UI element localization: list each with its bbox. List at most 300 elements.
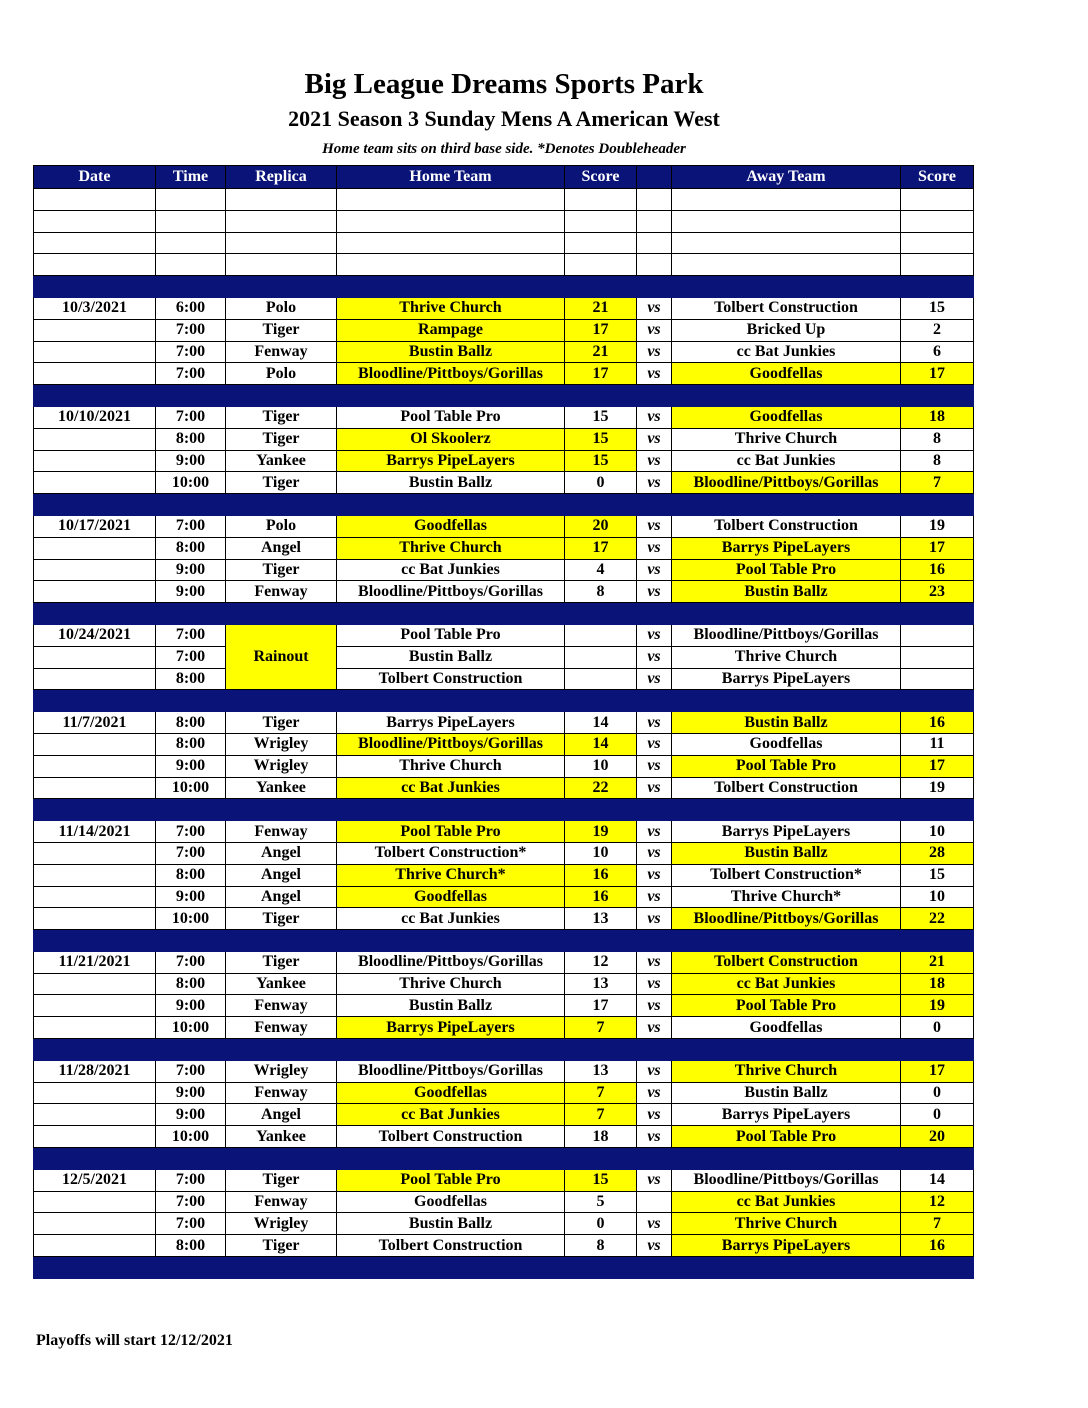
vs-label: vs bbox=[637, 1104, 672, 1126]
game-date: 12/5/2021 bbox=[34, 1169, 156, 1191]
home-score: 10 bbox=[565, 842, 637, 864]
away-team: Tolbert Construction bbox=[672, 777, 901, 799]
game-row bbox=[34, 1017, 974, 1039]
away-team: cc Bat Junkies bbox=[672, 973, 901, 995]
separator-cell bbox=[337, 799, 565, 821]
separator-cell bbox=[156, 276, 226, 298]
game-time: 10:00 bbox=[156, 472, 226, 494]
week-separator-row bbox=[34, 276, 974, 298]
week-separator-row bbox=[34, 690, 974, 712]
blank-cell bbox=[565, 210, 637, 232]
game-time: 9:00 bbox=[156, 755, 226, 777]
separator-cell bbox=[156, 1039, 226, 1061]
separator-cell bbox=[34, 1039, 156, 1061]
vs-label: vs bbox=[637, 297, 672, 319]
separator-cell bbox=[337, 385, 565, 407]
home-team: Tolbert Construction bbox=[337, 1126, 565, 1148]
game-replica-field: Yankee bbox=[226, 1126, 337, 1148]
blank-cell bbox=[226, 189, 337, 211]
separator-cell bbox=[226, 1039, 337, 1061]
game-replica-field: Polo bbox=[226, 515, 337, 537]
away-score: 20 bbox=[901, 1126, 974, 1148]
game-row bbox=[34, 1126, 974, 1148]
game-replica-field: Polo bbox=[226, 363, 337, 385]
blank-row bbox=[34, 210, 974, 232]
game-time: 7:00 bbox=[156, 646, 226, 668]
away-score: 23 bbox=[901, 581, 974, 603]
game-replica-field: Fenway bbox=[226, 995, 337, 1017]
game-date bbox=[34, 995, 156, 1017]
separator-cell bbox=[901, 494, 974, 516]
home-score: 15 bbox=[565, 406, 637, 428]
game-row bbox=[34, 1213, 974, 1235]
separator-cell bbox=[637, 930, 672, 952]
away-team: cc Bat Junkies bbox=[672, 341, 901, 363]
week-separator-row bbox=[34, 385, 974, 407]
game-replica-field: Fenway bbox=[226, 1017, 337, 1039]
home-team: Goodfellas bbox=[337, 1082, 565, 1104]
game-date bbox=[34, 1235, 156, 1257]
game-time: 8:00 bbox=[156, 428, 226, 450]
away-score: 7 bbox=[901, 472, 974, 494]
separator-cell bbox=[156, 930, 226, 952]
game-row bbox=[34, 668, 974, 690]
away-team: cc Bat Junkies bbox=[672, 1191, 901, 1213]
game-row bbox=[34, 624, 974, 646]
away-score: 0 bbox=[901, 1017, 974, 1039]
away-score: 22 bbox=[901, 908, 974, 930]
game-date: 10/24/2021 bbox=[34, 624, 156, 646]
home-team: Bloodline/Pittboys/Gorillas bbox=[337, 363, 565, 385]
blank-row bbox=[34, 232, 974, 254]
blank-cell bbox=[337, 189, 565, 211]
home-team: Barrys PipeLayers bbox=[337, 1017, 565, 1039]
game-row bbox=[34, 908, 974, 930]
season-subtitle: 2021 Season 3 Sunday Mens A American West bbox=[288, 106, 720, 131]
game-date bbox=[34, 733, 156, 755]
game-replica-field: Angel bbox=[226, 537, 337, 559]
home-score: 7 bbox=[565, 1104, 637, 1126]
away-score: 6 bbox=[901, 341, 974, 363]
away-team: Tolbert Construction bbox=[672, 951, 901, 973]
separator-cell bbox=[226, 494, 337, 516]
away-team: Bricked Up bbox=[672, 319, 901, 341]
game-row bbox=[34, 951, 974, 973]
blank-cell bbox=[34, 210, 156, 232]
home-score bbox=[565, 646, 637, 668]
game-time: 7:00 bbox=[156, 363, 226, 385]
away-score bbox=[901, 646, 974, 668]
game-time: 9:00 bbox=[156, 995, 226, 1017]
vs-label: vs bbox=[637, 581, 672, 603]
away-team: Pool Table Pro bbox=[672, 995, 901, 1017]
vs-label: vs bbox=[637, 668, 672, 690]
separator-cell bbox=[156, 385, 226, 407]
blank-cell bbox=[337, 232, 565, 254]
game-date: 11/28/2021 bbox=[34, 1060, 156, 1082]
game-date bbox=[34, 537, 156, 559]
away-team: Pool Table Pro bbox=[672, 755, 901, 777]
game-date bbox=[34, 1017, 156, 1039]
separator-cell bbox=[226, 1257, 337, 1279]
game-time: 9:00 bbox=[156, 1082, 226, 1104]
home-score: 15 bbox=[565, 428, 637, 450]
game-date bbox=[34, 559, 156, 581]
home-score: 21 bbox=[565, 341, 637, 363]
vs-label: vs bbox=[637, 755, 672, 777]
game-time: 9:00 bbox=[156, 450, 226, 472]
home-score: 0 bbox=[565, 1213, 637, 1235]
game-row bbox=[34, 842, 974, 864]
game-replica-field: Angel bbox=[226, 886, 337, 908]
away-team: Goodfellas bbox=[672, 363, 901, 385]
game-replica-field: Fenway bbox=[226, 1191, 337, 1213]
game-replica-field: Tiger bbox=[226, 472, 337, 494]
away-score: 7 bbox=[901, 1213, 974, 1235]
separator-cell bbox=[156, 603, 226, 625]
separator-cell bbox=[901, 1257, 974, 1279]
game-row bbox=[34, 515, 974, 537]
home-score bbox=[565, 624, 637, 646]
separator-cell bbox=[34, 385, 156, 407]
away-score: 10 bbox=[901, 886, 974, 908]
away-score: 18 bbox=[901, 406, 974, 428]
home-score: 20 bbox=[565, 515, 637, 537]
home-score: 18 bbox=[565, 1126, 637, 1148]
away-team: Bustin Ballz bbox=[672, 712, 901, 734]
separator-cell bbox=[34, 930, 156, 952]
home-team: Tolbert Construction bbox=[337, 668, 565, 690]
home-team: Bloodline/Pittboys/Gorillas bbox=[337, 951, 565, 973]
game-date bbox=[34, 842, 156, 864]
game-row bbox=[34, 1191, 974, 1213]
game-row bbox=[34, 1104, 974, 1126]
game-time: 8:00 bbox=[156, 733, 226, 755]
home-score: 13 bbox=[565, 1060, 637, 1082]
separator-cell bbox=[34, 1257, 156, 1279]
vs-label: vs bbox=[637, 406, 672, 428]
away-score: 0 bbox=[901, 1104, 974, 1126]
playoffs-note: Playoffs will start 12/12/2021 bbox=[36, 1332, 233, 1349]
blank-cell bbox=[565, 254, 637, 276]
game-time: 7:00 bbox=[156, 1213, 226, 1235]
away-team: Goodfellas bbox=[672, 1017, 901, 1039]
game-row bbox=[34, 1235, 974, 1257]
separator-cell bbox=[226, 799, 337, 821]
vs-label: vs bbox=[637, 363, 672, 385]
separator-cell bbox=[901, 603, 974, 625]
blank-cell bbox=[565, 232, 637, 254]
game-row bbox=[34, 428, 974, 450]
week-separator-row bbox=[34, 603, 974, 625]
game-row bbox=[34, 319, 974, 341]
game-row bbox=[34, 559, 974, 581]
home-team: Tolbert Construction* bbox=[337, 842, 565, 864]
away-team: Barrys PipeLayers bbox=[672, 821, 901, 843]
vs-label: vs bbox=[637, 712, 672, 734]
game-row bbox=[34, 581, 974, 603]
home-score: 5 bbox=[565, 1191, 637, 1213]
game-time: 10:00 bbox=[156, 908, 226, 930]
home-team: Barrys PipeLayers bbox=[337, 712, 565, 734]
game-row bbox=[34, 864, 974, 886]
blank-cell bbox=[226, 254, 337, 276]
separator-cell bbox=[565, 1148, 637, 1170]
col-header-time: Time bbox=[156, 166, 226, 189]
vs-label: vs bbox=[637, 864, 672, 886]
game-date bbox=[34, 908, 156, 930]
separator-cell bbox=[34, 494, 156, 516]
separator-cell bbox=[156, 799, 226, 821]
game-row bbox=[34, 777, 974, 799]
home-score: 15 bbox=[565, 1169, 637, 1191]
blank-cell bbox=[226, 232, 337, 254]
home-score: 13 bbox=[565, 973, 637, 995]
separator-cell bbox=[565, 385, 637, 407]
game-replica-field: Wrigley bbox=[226, 733, 337, 755]
game-date: 11/21/2021 bbox=[34, 951, 156, 973]
home-score: 17 bbox=[565, 363, 637, 385]
separator-cell bbox=[672, 385, 901, 407]
separator-cell bbox=[672, 603, 901, 625]
home-score: 17 bbox=[565, 537, 637, 559]
blank-cell bbox=[672, 254, 901, 276]
home-team: Bustin Ballz bbox=[337, 995, 565, 1017]
game-row bbox=[34, 297, 974, 319]
away-score: 17 bbox=[901, 363, 974, 385]
game-replica-field: Angel bbox=[226, 842, 337, 864]
separator-cell bbox=[337, 1039, 565, 1061]
game-time: 9:00 bbox=[156, 559, 226, 581]
game-time: 10:00 bbox=[156, 1126, 226, 1148]
game-replica-field: Angel bbox=[226, 864, 337, 886]
home-team: Goodfellas bbox=[337, 515, 565, 537]
home-team: Bustin Ballz bbox=[337, 646, 565, 668]
vs-label: vs bbox=[637, 319, 672, 341]
game-date bbox=[34, 1191, 156, 1213]
game-time: 8:00 bbox=[156, 864, 226, 886]
col-header-replica: Replica bbox=[226, 166, 337, 189]
away-team: Bustin Ballz bbox=[672, 842, 901, 864]
game-time: 8:00 bbox=[156, 712, 226, 734]
home-team: Pool Table Pro bbox=[337, 821, 565, 843]
separator-cell bbox=[156, 494, 226, 516]
game-date bbox=[34, 1082, 156, 1104]
away-score: 16 bbox=[901, 559, 974, 581]
game-time: 7:00 bbox=[156, 1169, 226, 1191]
blank-cell bbox=[637, 254, 672, 276]
game-replica-field: Wrigley bbox=[226, 1213, 337, 1235]
blank-cell bbox=[637, 232, 672, 254]
home-team: Thrive Church bbox=[337, 755, 565, 777]
game-row bbox=[34, 712, 974, 734]
separator-cell bbox=[672, 1148, 901, 1170]
game-time: 7:00 bbox=[156, 341, 226, 363]
game-replica-field: Yankee bbox=[226, 777, 337, 799]
home-score: 17 bbox=[565, 319, 637, 341]
blank-cell bbox=[672, 210, 901, 232]
home-team: Pool Table Pro bbox=[337, 406, 565, 428]
home-team: Bloodline/Pittboys/Gorillas bbox=[337, 733, 565, 755]
away-team: Thrive Church* bbox=[672, 886, 901, 908]
separator-cell bbox=[637, 385, 672, 407]
home-team: cc Bat Junkies bbox=[337, 777, 565, 799]
away-team: Thrive Church bbox=[672, 1213, 901, 1235]
game-row bbox=[34, 733, 974, 755]
home-team: Rampage bbox=[337, 319, 565, 341]
away-score: 16 bbox=[901, 1235, 974, 1257]
blank-cell bbox=[672, 232, 901, 254]
away-score: 19 bbox=[901, 515, 974, 537]
vs-label: vs bbox=[637, 886, 672, 908]
blank-cell bbox=[901, 254, 974, 276]
vs-label: vs bbox=[637, 908, 672, 930]
game-row bbox=[34, 341, 974, 363]
away-score: 11 bbox=[901, 733, 974, 755]
away-team: Tolbert Construction* bbox=[672, 864, 901, 886]
game-row bbox=[34, 363, 974, 385]
game-date bbox=[34, 1104, 156, 1126]
week-separator-row bbox=[34, 930, 974, 952]
away-score: 21 bbox=[901, 951, 974, 973]
home-score: 0 bbox=[565, 472, 637, 494]
away-team: Thrive Church bbox=[672, 646, 901, 668]
separator-cell bbox=[565, 690, 637, 712]
home-team: Goodfellas bbox=[337, 886, 565, 908]
separator-cell bbox=[672, 1039, 901, 1061]
game-replica-field: Tiger bbox=[226, 559, 337, 581]
separator-cell bbox=[34, 690, 156, 712]
game-row bbox=[34, 450, 974, 472]
game-time: 7:00 bbox=[156, 821, 226, 843]
separator-cell bbox=[337, 276, 565, 298]
game-time: 6:00 bbox=[156, 297, 226, 319]
away-score: 8 bbox=[901, 428, 974, 450]
game-replica-field: Tiger bbox=[226, 1169, 337, 1191]
separator-cell bbox=[901, 690, 974, 712]
vs-label: vs bbox=[637, 646, 672, 668]
game-time: 8:00 bbox=[156, 537, 226, 559]
home-team: Thrive Church bbox=[337, 973, 565, 995]
away-team: Bustin Ballz bbox=[672, 1082, 901, 1104]
separator-cell bbox=[156, 1148, 226, 1170]
game-date: 10/10/2021 bbox=[34, 406, 156, 428]
separator-cell bbox=[565, 494, 637, 516]
game-time: 9:00 bbox=[156, 886, 226, 908]
game-date bbox=[34, 1213, 156, 1235]
away-team: Goodfellas bbox=[672, 406, 901, 428]
away-score: 8 bbox=[901, 450, 974, 472]
separator-cell bbox=[226, 385, 337, 407]
vs-label: vs bbox=[637, 537, 672, 559]
blank-cell bbox=[34, 232, 156, 254]
home-team: Ol Skoolerz bbox=[337, 428, 565, 450]
game-date bbox=[34, 341, 156, 363]
vs-label: vs bbox=[637, 341, 672, 363]
home-score: 14 bbox=[565, 712, 637, 734]
game-replica-field: Wrigley bbox=[226, 1060, 337, 1082]
home-team: Pool Table Pro bbox=[337, 624, 565, 646]
game-date bbox=[34, 755, 156, 777]
home-team: Bloodline/Pittboys/Gorillas bbox=[337, 581, 565, 603]
vs-label: vs bbox=[637, 1060, 672, 1082]
away-score: 19 bbox=[901, 777, 974, 799]
game-date bbox=[34, 581, 156, 603]
game-date bbox=[34, 973, 156, 995]
vs-label: vs bbox=[637, 559, 672, 581]
game-row bbox=[34, 1169, 974, 1191]
away-score: 0 bbox=[901, 1082, 974, 1104]
game-replica-field: Yankee bbox=[226, 450, 337, 472]
away-team: Barrys PipeLayers bbox=[672, 1104, 901, 1126]
away-score: 15 bbox=[901, 297, 974, 319]
separator-cell bbox=[637, 1148, 672, 1170]
game-replica-field: Fenway bbox=[226, 1082, 337, 1104]
game-time: 10:00 bbox=[156, 1017, 226, 1039]
col-header-away-team: Away Team bbox=[672, 166, 901, 189]
week-separator-row bbox=[34, 1257, 974, 1279]
game-date bbox=[34, 646, 156, 668]
away-score: 17 bbox=[901, 755, 974, 777]
blank-cell bbox=[156, 232, 226, 254]
away-score: 17 bbox=[901, 1060, 974, 1082]
separator-cell bbox=[226, 1148, 337, 1170]
separator-cell bbox=[672, 690, 901, 712]
home-team: cc Bat Junkies bbox=[337, 559, 565, 581]
separator-cell bbox=[226, 276, 337, 298]
game-replica-field: Tiger bbox=[226, 908, 337, 930]
blank-cell bbox=[156, 210, 226, 232]
game-row bbox=[34, 646, 974, 668]
game-time: 7:00 bbox=[156, 624, 226, 646]
separator-cell bbox=[901, 799, 974, 821]
game-replica-field: Tiger bbox=[226, 951, 337, 973]
game-date bbox=[34, 668, 156, 690]
separator-cell bbox=[565, 1039, 637, 1061]
blank-cell bbox=[34, 189, 156, 211]
game-replica-field: Polo bbox=[226, 297, 337, 319]
game-row bbox=[34, 472, 974, 494]
separator-cell bbox=[901, 1148, 974, 1170]
game-time: 7:00 bbox=[156, 406, 226, 428]
separator-cell bbox=[901, 1039, 974, 1061]
away-team: Barrys PipeLayers bbox=[672, 668, 901, 690]
away-score bbox=[901, 668, 974, 690]
away-score: 28 bbox=[901, 842, 974, 864]
home-team: cc Bat Junkies bbox=[337, 1104, 565, 1126]
home-score: 21 bbox=[565, 297, 637, 319]
vs-label: vs bbox=[637, 1213, 672, 1235]
vs-label bbox=[637, 1191, 672, 1213]
game-time: 7:00 bbox=[156, 1060, 226, 1082]
home-team: Thrive Church bbox=[337, 537, 565, 559]
vs-label: vs bbox=[637, 842, 672, 864]
separator-cell bbox=[565, 930, 637, 952]
away-score: 10 bbox=[901, 821, 974, 843]
separator-cell bbox=[901, 930, 974, 952]
week-separator-row bbox=[34, 1148, 974, 1170]
home-score: 7 bbox=[565, 1017, 637, 1039]
blank-cell bbox=[226, 210, 337, 232]
home-score: 22 bbox=[565, 777, 637, 799]
game-time: 7:00 bbox=[156, 842, 226, 864]
schedule-table bbox=[33, 165, 974, 1279]
blank-row bbox=[34, 254, 974, 276]
separator-cell bbox=[637, 603, 672, 625]
week-separator-row bbox=[34, 799, 974, 821]
game-date: 10/3/2021 bbox=[34, 297, 156, 319]
away-team: Barrys PipeLayers bbox=[672, 1235, 901, 1257]
